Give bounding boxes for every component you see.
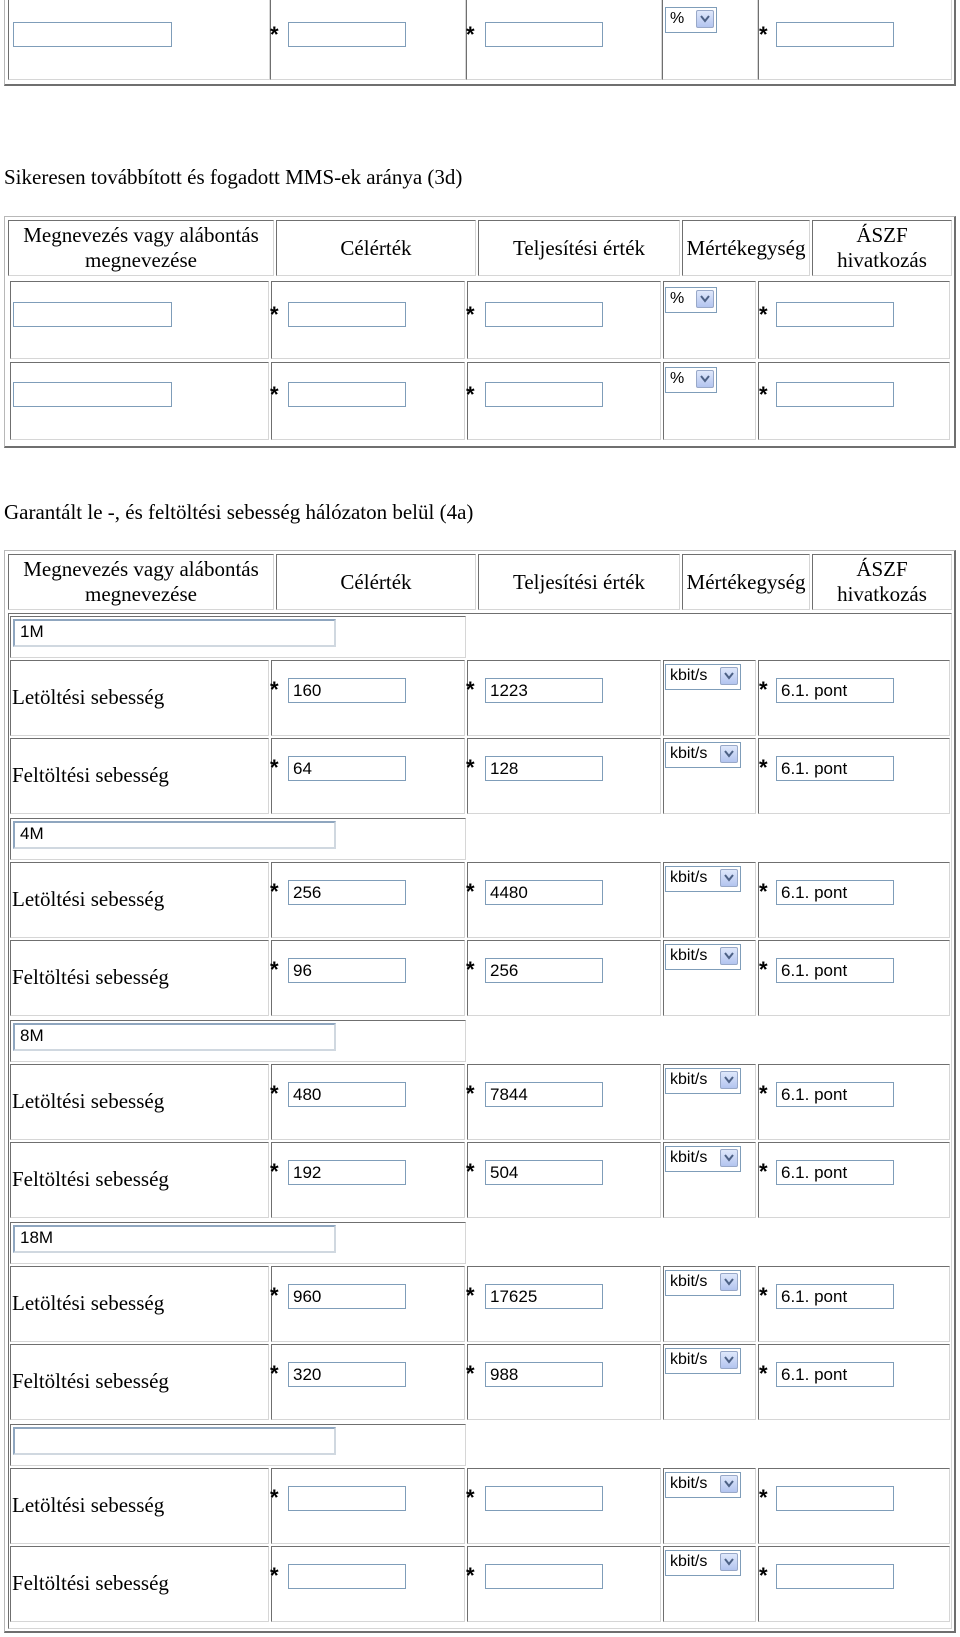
chevron-down-icon[interactable] xyxy=(720,1071,738,1089)
required-marker: * xyxy=(759,755,768,780)
required-marker: * xyxy=(270,957,279,982)
unit-select-value: kbit/s xyxy=(670,1553,708,1570)
unit-select-value: kbit/s xyxy=(670,947,708,964)
actual-input[interactable]: 17625 xyxy=(485,1284,603,1309)
required-marker: * xyxy=(466,1283,475,1308)
unit-select-value: % xyxy=(670,10,685,27)
group-empty-cell xyxy=(468,1222,950,1264)
unit-select-value: kbit/s xyxy=(670,745,708,762)
target-input[interactable] xyxy=(288,302,406,327)
required-marker: * xyxy=(759,677,768,702)
chevron-down-icon[interactable] xyxy=(696,370,714,388)
actual-input[interactable] xyxy=(485,22,603,47)
actual-input[interactable]: 1223 xyxy=(485,678,603,703)
unit-select[interactable] xyxy=(665,1550,741,1576)
unit-select-value: kbit/s xyxy=(670,869,708,886)
aszf-input[interactable] xyxy=(776,1486,894,1511)
required-marker: * xyxy=(759,1283,768,1308)
unit-select-value: kbit/s xyxy=(670,1149,708,1166)
required-marker: * xyxy=(759,1563,768,1588)
required-marker: * xyxy=(270,755,279,780)
required-marker: * xyxy=(270,1081,279,1106)
actual-input[interactable] xyxy=(485,382,603,407)
required-marker: * xyxy=(466,755,475,780)
required-marker: * xyxy=(759,879,768,904)
upload-speed-label: Feltöltési sebesség xyxy=(12,1369,169,1393)
required-marker: * xyxy=(270,1485,279,1510)
aszf-input[interactable]: 6.1. pont xyxy=(776,880,894,905)
chevron-down-icon[interactable] xyxy=(720,1351,738,1369)
name-input[interactable] xyxy=(13,382,172,407)
target-input[interactable]: 192 xyxy=(288,1160,406,1185)
aszf-input[interactable]: 6.1. pont xyxy=(776,958,894,983)
group-name-input[interactable]: 8M xyxy=(13,1023,336,1051)
unit-select-value: kbit/s xyxy=(670,1475,708,1492)
unit-select[interactable] xyxy=(665,287,717,313)
aszf-input[interactable]: 6.1. pont xyxy=(776,1160,894,1185)
required-marker: * xyxy=(759,382,768,407)
header-unit: Mértékegység xyxy=(682,554,810,610)
name-input[interactable] xyxy=(13,302,172,327)
download-speed-label: Letöltési sebesség xyxy=(12,1291,165,1315)
header-target: Célérték xyxy=(276,554,476,610)
download-speed-label: Letöltési sebesség xyxy=(12,887,165,911)
header-actual: Teljesítési érték xyxy=(478,554,680,610)
actual-input[interactable] xyxy=(485,1486,603,1511)
aszf-input[interactable] xyxy=(776,22,894,47)
actual-input[interactable]: 4480 xyxy=(485,880,603,905)
header-name: Megnevezés vagy alábontás megnevezése xyxy=(8,220,274,276)
required-marker: * xyxy=(270,1159,279,1184)
aszf-input[interactable] xyxy=(776,302,894,327)
chevron-down-icon[interactable] xyxy=(720,1273,738,1291)
aszf-input[interactable]: 6.1. pont xyxy=(776,756,894,781)
required-marker: * xyxy=(270,22,279,47)
unit-select[interactable] xyxy=(665,742,741,768)
actual-input[interactable]: 256 xyxy=(485,958,603,983)
unit-select-value: kbit/s xyxy=(670,667,708,684)
group-name-input[interactable]: 1M xyxy=(13,619,336,647)
required-marker: * xyxy=(270,1283,279,1308)
actual-input[interactable] xyxy=(485,1564,603,1589)
download-speed-label: Letöltési sebesség xyxy=(12,1089,165,1113)
actual-input[interactable]: 128 xyxy=(485,756,603,781)
unit-select-value: % xyxy=(670,290,685,307)
actual-input[interactable]: 504 xyxy=(485,1160,603,1185)
header-aszf: ÁSZF hivatkozás xyxy=(812,220,952,276)
header-target: Célérték xyxy=(276,220,476,276)
target-input[interactable]: 320 xyxy=(288,1362,406,1387)
chevron-down-icon[interactable] xyxy=(696,290,714,308)
chevron-down-icon[interactable] xyxy=(720,869,738,887)
required-marker: * xyxy=(759,302,768,327)
required-marker: * xyxy=(270,677,279,702)
target-input[interactable]: 256 xyxy=(288,880,406,905)
aszf-input[interactable]: 6.1. pont xyxy=(776,1362,894,1387)
section-title-mms: Sikeresen továbbított és fogadott MMS-ek aránya (3d) xyxy=(4,165,463,189)
required-marker: * xyxy=(759,1159,768,1184)
unit-select[interactable] xyxy=(665,664,741,690)
required-marker: * xyxy=(270,1563,279,1588)
target-input[interactable] xyxy=(288,22,406,47)
group-empty-cell xyxy=(468,1020,950,1062)
chevron-down-icon[interactable] xyxy=(720,667,738,685)
group-empty-cell xyxy=(468,616,950,658)
required-marker: * xyxy=(466,957,475,982)
required-marker: * xyxy=(466,1361,475,1386)
actual-input[interactable]: 7844 xyxy=(485,1082,603,1107)
upload-speed-label: Feltöltési sebesség xyxy=(12,1167,169,1191)
required-marker: * xyxy=(759,1485,768,1510)
upload-speed-label: Feltöltési sebesség xyxy=(12,965,169,989)
chevron-down-icon[interactable] xyxy=(720,1475,738,1493)
header-unit: Mértékegység xyxy=(682,220,810,276)
group-name-input[interactable]: 18M xyxy=(13,1225,336,1253)
unit-select[interactable] xyxy=(665,1146,741,1172)
aszf-input[interactable]: 6.1. pont xyxy=(776,1082,894,1107)
unit-select-value: kbit/s xyxy=(670,1071,708,1088)
chevron-down-icon[interactable] xyxy=(720,947,738,965)
unit-select[interactable] xyxy=(665,866,741,892)
chevron-down-icon[interactable] xyxy=(720,1553,738,1571)
required-marker: * xyxy=(466,677,475,702)
unit-select-value: kbit/s xyxy=(670,1273,708,1290)
aszf-input[interactable] xyxy=(776,1564,894,1589)
required-marker: * xyxy=(466,879,475,904)
unit-select[interactable] xyxy=(665,1348,741,1374)
target-input[interactable]: 96 xyxy=(288,958,406,983)
unit-select[interactable] xyxy=(665,1270,741,1296)
required-marker: * xyxy=(466,1485,475,1510)
group-name-input[interactable] xyxy=(13,1427,336,1455)
required-marker: * xyxy=(759,1361,768,1386)
unit-select-value: kbit/s xyxy=(670,1351,708,1368)
download-speed-label: Letöltési sebesség xyxy=(12,685,165,709)
unit-select[interactable] xyxy=(665,7,717,33)
target-input[interactable]: 960 xyxy=(288,1284,406,1309)
target-input[interactable]: 160 xyxy=(288,678,406,703)
target-input[interactable]: 64 xyxy=(288,756,406,781)
upload-speed-label: Feltöltési sebesség xyxy=(12,1571,169,1595)
aszf-input[interactable] xyxy=(776,382,894,407)
section-title-speed: Garantált le -, és feltöltési sebesség hálózaton belül (4a) xyxy=(4,500,474,524)
required-marker: * xyxy=(466,1081,475,1106)
actual-input[interactable]: 988 xyxy=(485,1362,603,1387)
aszf-input[interactable]: 6.1. pont xyxy=(776,678,894,703)
unit-select[interactable] xyxy=(665,367,717,393)
unit-select[interactable] xyxy=(665,944,741,970)
required-marker: * xyxy=(466,382,475,407)
header-name: Megnevezés vagy alábontás megnevezése xyxy=(8,554,274,610)
chevron-down-icon[interactable] xyxy=(720,745,738,763)
required-marker: * xyxy=(270,1361,279,1386)
required-marker: * xyxy=(466,302,475,327)
chevron-down-icon[interactable] xyxy=(720,1149,738,1167)
group-empty-cell xyxy=(468,818,950,860)
group-name-input[interactable]: 4M xyxy=(13,821,336,849)
required-marker: * xyxy=(466,1159,475,1184)
actual-input[interactable] xyxy=(485,302,603,327)
unit-select-value: % xyxy=(670,370,685,387)
chevron-down-icon[interactable] xyxy=(696,10,714,28)
unit-select[interactable] xyxy=(665,1068,741,1094)
required-marker: * xyxy=(466,1563,475,1588)
required-marker: * xyxy=(270,302,279,327)
required-marker: * xyxy=(759,957,768,982)
required-marker: * xyxy=(759,1081,768,1106)
header-actual: Teljesítési érték xyxy=(478,220,680,276)
name-input[interactable] xyxy=(13,22,172,47)
upload-speed-label: Feltöltési sebesség xyxy=(12,763,169,787)
required-marker: * xyxy=(759,22,768,47)
unit-select[interactable] xyxy=(665,1472,741,1498)
aszf-input[interactable]: 6.1. pont xyxy=(776,1284,894,1309)
target-input[interactable]: 480 xyxy=(288,1082,406,1107)
target-input[interactable] xyxy=(288,382,406,407)
required-marker: * xyxy=(466,22,475,47)
header-aszf: ÁSZF hivatkozás xyxy=(812,554,952,610)
group-empty-cell xyxy=(468,1424,950,1466)
required-marker: * xyxy=(270,879,279,904)
target-input[interactable] xyxy=(288,1486,406,1511)
download-speed-label: Letöltési sebesség xyxy=(12,1493,165,1517)
required-marker: * xyxy=(270,382,279,407)
target-input[interactable] xyxy=(288,1564,406,1589)
